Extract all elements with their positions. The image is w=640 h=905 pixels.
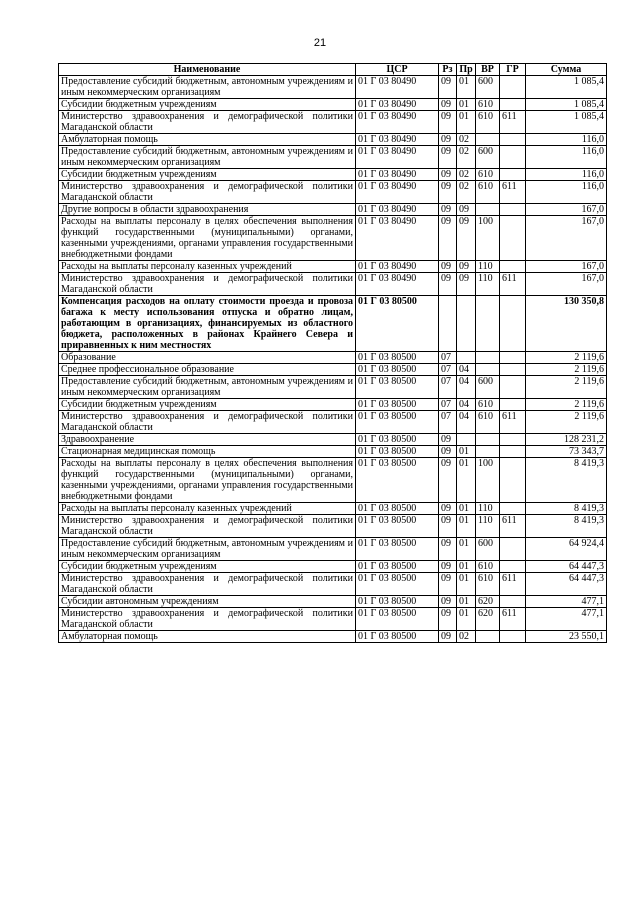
cell-csr: 01 Г 03 80500	[356, 631, 439, 643]
cell-gr	[500, 631, 526, 643]
cell-pr: 02	[457, 169, 476, 181]
cell-vr: 610	[476, 169, 500, 181]
cell-vr: 100	[476, 216, 500, 261]
cell-vr: 100	[476, 458, 500, 503]
cell-csr: 01 Г 03 80500	[356, 399, 439, 411]
cell-name: Министерство здравоохранения и демографической политики Магаданской области	[59, 573, 356, 596]
cell-rz: 09	[439, 216, 457, 261]
cell-rz: 07	[439, 352, 457, 364]
cell-gr: 611	[500, 111, 526, 134]
cell-pr: 01	[457, 608, 476, 631]
cell-pr: 04	[457, 411, 476, 434]
cell-vr: 620	[476, 608, 500, 631]
header-pr: Пр	[457, 64, 476, 76]
cell-vr: 620	[476, 596, 500, 608]
cell-name: Предоставление субсидий бюджетным, автономным учреждениям и иным некоммерческим организациям	[59, 146, 356, 169]
cell-name: Субсидии бюджетным учреждениям	[59, 561, 356, 573]
cell-vr: 600	[476, 376, 500, 399]
cell-rz: 07	[439, 376, 457, 399]
cell-rz: 09	[439, 273, 457, 296]
cell-gr	[500, 99, 526, 111]
cell-sum: 477,1	[526, 608, 607, 631]
cell-gr: 611	[500, 273, 526, 296]
cell-gr	[500, 458, 526, 503]
cell-name: Субсидии бюджетным учреждениям	[59, 399, 356, 411]
cell-gr: 611	[500, 573, 526, 596]
cell-sum: 2 119,6	[526, 411, 607, 434]
cell-pr: 01	[457, 561, 476, 573]
cell-gr: 611	[500, 515, 526, 538]
cell-name: Расходы на выплаты персоналу в целях обеспечения выполнения функций государственными (муниципальными) органами, казенными учреждениями, органами управления государственными внебюджетными фондами	[59, 458, 356, 503]
cell-name: Министерство здравоохранения и демографической политики Магаданской области	[59, 111, 356, 134]
cell-csr: 01 Г 03 80500	[356, 515, 439, 538]
cell-pr: 02	[457, 146, 476, 169]
table-row	[59, 573, 607, 596]
cell-csr: 01 Г 03 80500	[356, 458, 439, 503]
table-row	[59, 458, 607, 503]
cell-sum: 64 447,3	[526, 561, 607, 573]
cell-pr	[457, 434, 476, 446]
cell-gr	[500, 216, 526, 261]
budget-table	[58, 63, 607, 643]
table-row	[59, 76, 607, 99]
cell-vr: 610	[476, 573, 500, 596]
table-body	[59, 76, 607, 643]
cell-pr: 01	[457, 99, 476, 111]
cell-gr	[500, 376, 526, 399]
cell-rz: 09	[439, 631, 457, 643]
cell-csr: 01 Г 03 80500	[356, 352, 439, 364]
cell-csr: 01 Г 03 80500	[356, 538, 439, 561]
cell-pr: 01	[457, 596, 476, 608]
table-row	[59, 146, 607, 169]
cell-name: Субсидии автономным учреждениям	[59, 596, 356, 608]
cell-pr: 01	[457, 573, 476, 596]
cell-pr: 01	[457, 515, 476, 538]
cell-rz: 09	[439, 434, 457, 446]
cell-name: Министерство здравоохранения и демографической политики Магаданской области	[59, 411, 356, 434]
cell-vr: 610	[476, 99, 500, 111]
cell-vr	[476, 434, 500, 446]
cell-rz: 09	[439, 99, 457, 111]
cell-sum: 128 231,2	[526, 434, 607, 446]
cell-vr: 610	[476, 561, 500, 573]
cell-rz	[439, 296, 457, 352]
cell-rz: 09	[439, 458, 457, 503]
cell-gr	[500, 446, 526, 458]
cell-pr: 09	[457, 261, 476, 273]
cell-pr: 01	[457, 76, 476, 99]
cell-gr	[500, 296, 526, 352]
table-row	[59, 296, 607, 352]
table-row	[59, 411, 607, 434]
cell-pr: 02	[457, 631, 476, 643]
cell-pr: 01	[457, 458, 476, 503]
cell-csr: 01 Г 03 80500	[356, 446, 439, 458]
cell-sum: 1 085,4	[526, 111, 607, 134]
cell-vr	[476, 204, 500, 216]
cell-pr: 04	[457, 399, 476, 411]
cell-rz: 09	[439, 111, 457, 134]
header-rz: Рз	[439, 64, 457, 76]
cell-csr: 01 Г 03 80500	[356, 296, 439, 352]
cell-csr: 01 Г 03 80500	[356, 596, 439, 608]
cell-csr: 01 Г 03 80500	[356, 608, 439, 631]
cell-rz: 09	[439, 503, 457, 515]
cell-csr: 01 Г 03 80500	[356, 573, 439, 596]
cell-sum: 8 419,3	[526, 503, 607, 515]
cell-gr	[500, 596, 526, 608]
cell-pr: 09	[457, 204, 476, 216]
cell-rz: 07	[439, 364, 457, 376]
cell-sum: 116,0	[526, 146, 607, 169]
cell-vr: 110	[476, 261, 500, 273]
cell-pr: 01	[457, 111, 476, 134]
cell-vr: 610	[476, 411, 500, 434]
table-row	[59, 561, 607, 573]
cell-sum: 1 085,4	[526, 76, 607, 99]
cell-vr: 610	[476, 399, 500, 411]
cell-csr: 01 Г 03 80490	[356, 273, 439, 296]
cell-gr	[500, 169, 526, 181]
cell-vr	[476, 364, 500, 376]
table-row	[59, 273, 607, 296]
cell-name: Предоставление субсидий бюджетным, автономным учреждениям и иным некоммерческим организациям	[59, 538, 356, 561]
cell-sum: 2 119,6	[526, 352, 607, 364]
cell-pr: 04	[457, 364, 476, 376]
table-row	[59, 596, 607, 608]
cell-sum: 64 447,3	[526, 573, 607, 596]
cell-rz: 09	[439, 515, 457, 538]
cell-name: Другие вопросы в области здравоохранения	[59, 204, 356, 216]
cell-gr	[500, 352, 526, 364]
cell-csr: 01 Г 03 80490	[356, 146, 439, 169]
cell-csr: 01 Г 03 80490	[356, 76, 439, 99]
cell-name: Среднее профессиональное образование	[59, 364, 356, 376]
cell-sum: 116,0	[526, 169, 607, 181]
table-row	[59, 503, 607, 515]
cell-name: Министерство здравоохранения и демографической политики Магаданской области	[59, 273, 356, 296]
cell-sum: 8 419,3	[526, 458, 607, 503]
cell-rz: 09	[439, 261, 457, 273]
table-row	[59, 515, 607, 538]
page-number: 21	[313, 37, 327, 49]
cell-csr: 01 Г 03 80500	[356, 376, 439, 399]
cell-pr: 09	[457, 216, 476, 261]
cell-pr: 02	[457, 134, 476, 146]
cell-gr	[500, 538, 526, 561]
cell-rz: 09	[439, 538, 457, 561]
header-gr: ГР	[500, 64, 526, 76]
table-row	[59, 261, 607, 273]
cell-vr	[476, 296, 500, 352]
cell-sum: 2 119,6	[526, 364, 607, 376]
header-csr: ЦСР	[356, 64, 439, 76]
cell-rz: 09	[439, 204, 457, 216]
cell-name: Расходы на выплаты персоналу казенных учреждений	[59, 503, 356, 515]
cell-rz: 09	[439, 561, 457, 573]
cell-pr: 04	[457, 376, 476, 399]
cell-gr	[500, 76, 526, 99]
cell-vr	[476, 352, 500, 364]
cell-sum: 130 350,8	[526, 296, 607, 352]
cell-name: Стационарная медицинская помощь	[59, 446, 356, 458]
table-row	[59, 181, 607, 204]
table-row	[59, 99, 607, 111]
table-row	[59, 631, 607, 643]
cell-vr	[476, 631, 500, 643]
cell-sum: 167,0	[526, 204, 607, 216]
header-sum: Сумма	[526, 64, 607, 76]
cell-gr	[500, 364, 526, 376]
cell-name: Предоставление субсидий бюджетным, автономным учреждениям и иным некоммерческим организациям	[59, 376, 356, 399]
cell-sum: 116,0	[526, 181, 607, 204]
cell-vr: 610	[476, 181, 500, 204]
table-row	[59, 169, 607, 181]
cell-name: Предоставление субсидий бюджетным, автономным учреждениям и иным некоммерческим организациям	[59, 76, 356, 99]
table-row	[59, 608, 607, 631]
cell-name: Компенсация расходов на оплату стоимости проезда и провоза багажа к месту использования отпуска и обратно лицам, работающим в организациях, финансируемых из областного бюджета, расположенных в районах Крайнего Севера и приравненных к ним местностях	[59, 296, 356, 352]
table-row	[59, 446, 607, 458]
table-row	[59, 399, 607, 411]
cell-sum: 2 119,6	[526, 399, 607, 411]
cell-rz: 09	[439, 573, 457, 596]
cell-rz: 09	[439, 134, 457, 146]
cell-vr	[476, 446, 500, 458]
cell-gr	[500, 261, 526, 273]
cell-rz: 09	[439, 181, 457, 204]
cell-name: Министерство здравоохранения и демографической политики Магаданской области	[59, 515, 356, 538]
table-row	[59, 111, 607, 134]
cell-gr	[500, 146, 526, 169]
cell-sum: 116,0	[526, 134, 607, 146]
cell-sum: 64 924,4	[526, 538, 607, 561]
cell-name: Министерство здравоохранения и демографической политики Магаданской области	[59, 608, 356, 631]
cell-pr: 09	[457, 273, 476, 296]
cell-csr: 01 Г 03 80490	[356, 216, 439, 261]
table-header-row	[59, 64, 607, 76]
cell-sum: 2 119,6	[526, 376, 607, 399]
cell-sum: 73 343,7	[526, 446, 607, 458]
cell-vr: 600	[476, 538, 500, 561]
cell-vr: 600	[476, 146, 500, 169]
cell-gr	[500, 399, 526, 411]
cell-pr: 01	[457, 446, 476, 458]
cell-gr	[500, 434, 526, 446]
cell-name: Амбулаторная помощь	[59, 631, 356, 643]
cell-rz: 09	[439, 608, 457, 631]
cell-csr: 01 Г 03 80500	[356, 503, 439, 515]
cell-csr: 01 Г 03 80490	[356, 169, 439, 181]
cell-name: Министерство здравоохранения и демографической политики Магаданской области	[59, 181, 356, 204]
cell-name: Образование	[59, 352, 356, 364]
cell-vr: 110	[476, 503, 500, 515]
cell-pr: 01	[457, 538, 476, 561]
cell-csr: 01 Г 03 80500	[356, 364, 439, 376]
cell-gr	[500, 204, 526, 216]
cell-csr: 01 Г 03 80500	[356, 411, 439, 434]
table-row	[59, 376, 607, 399]
header-name: Наименование	[59, 64, 356, 76]
cell-name: Субсидии бюджетным учреждениям	[59, 99, 356, 111]
cell-rz: 07	[439, 411, 457, 434]
table-row	[59, 364, 607, 376]
cell-rz: 09	[439, 596, 457, 608]
cell-gr: 611	[500, 411, 526, 434]
header-vr: ВР	[476, 64, 500, 76]
table-row	[59, 538, 607, 561]
table-row	[59, 216, 607, 261]
cell-sum: 477,1	[526, 596, 607, 608]
table-row	[59, 352, 607, 364]
cell-csr: 01 Г 03 80490	[356, 111, 439, 134]
cell-sum: 1 085,4	[526, 99, 607, 111]
cell-csr: 01 Г 03 80500	[356, 561, 439, 573]
cell-vr: 600	[476, 76, 500, 99]
cell-vr: 110	[476, 515, 500, 538]
cell-rz: 09	[439, 446, 457, 458]
cell-sum: 167,0	[526, 261, 607, 273]
cell-pr: 02	[457, 181, 476, 204]
cell-name: Расходы на выплаты персоналу казенных учреждений	[59, 261, 356, 273]
cell-name: Здравоохранение	[59, 434, 356, 446]
cell-sum: 23 550,1	[526, 631, 607, 643]
cell-rz: 09	[439, 146, 457, 169]
cell-sum: 167,0	[526, 273, 607, 296]
cell-pr	[457, 296, 476, 352]
cell-pr	[457, 352, 476, 364]
cell-csr: 01 Г 03 80490	[356, 181, 439, 204]
table-row	[59, 434, 607, 446]
cell-name: Амбулаторная помощь	[59, 134, 356, 146]
cell-vr	[476, 134, 500, 146]
cell-rz: 09	[439, 169, 457, 181]
cell-sum: 167,0	[526, 216, 607, 261]
cell-gr	[500, 134, 526, 146]
cell-csr: 01 Г 03 80490	[356, 261, 439, 273]
table-row	[59, 204, 607, 216]
cell-rz: 09	[439, 76, 457, 99]
cell-sum: 8 419,3	[526, 515, 607, 538]
cell-gr: 611	[500, 181, 526, 204]
cell-gr	[500, 503, 526, 515]
cell-csr: 01 Г 03 80490	[356, 99, 439, 111]
cell-rz: 07	[439, 399, 457, 411]
cell-csr: 01 Г 03 80490	[356, 134, 439, 146]
cell-gr	[500, 561, 526, 573]
cell-csr: 01 Г 03 80500	[356, 434, 439, 446]
cell-vr: 110	[476, 273, 500, 296]
cell-pr: 01	[457, 503, 476, 515]
cell-name: Расходы на выплаты персоналу в целях обеспечения выполнения функций государственными (муниципальными) органами, казенными учреждениями, органами управления государственными внебюджетными фондами	[59, 216, 356, 261]
table-row	[59, 134, 607, 146]
cell-name: Субсидии бюджетным учреждениям	[59, 169, 356, 181]
cell-csr: 01 Г 03 80490	[356, 204, 439, 216]
cell-gr: 611	[500, 608, 526, 631]
cell-vr: 610	[476, 111, 500, 134]
